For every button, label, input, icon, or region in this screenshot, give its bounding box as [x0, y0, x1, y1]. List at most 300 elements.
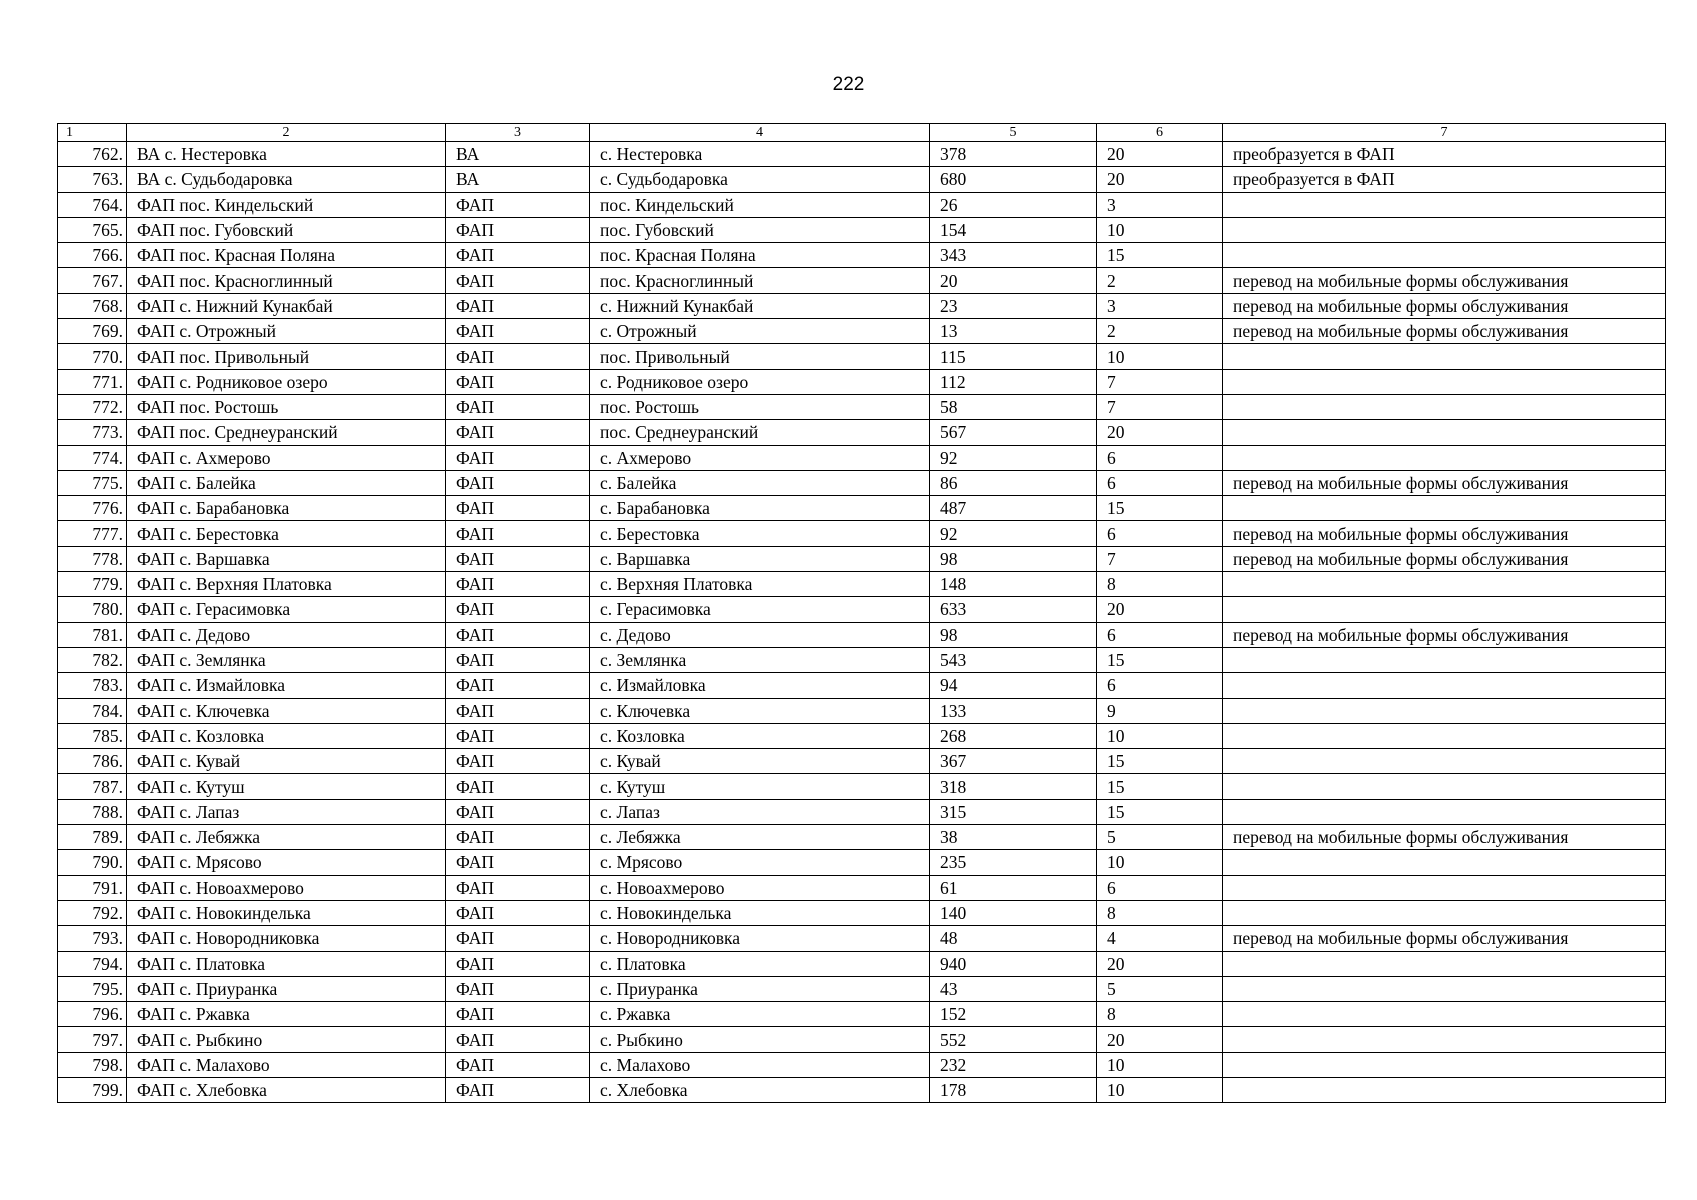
population-cell: 20 — [930, 268, 1097, 293]
facility-name-cell: ФАП с. Рыбкино — [127, 1027, 446, 1052]
row-number-cell: 779. — [58, 572, 127, 597]
facility-type-cell: ФАП — [446, 572, 590, 597]
facility-type-cell: ФАП — [446, 1077, 590, 1102]
population-cell: 487 — [930, 496, 1097, 521]
distance-cell: 15 — [1097, 496, 1223, 521]
row-number-cell: 767. — [58, 268, 127, 293]
note-cell: преобразуется в ФАП — [1223, 142, 1666, 167]
table-row — [58, 268, 1666, 293]
population-cell: 378 — [930, 142, 1097, 167]
settlement-cell: с. Отрожный — [590, 319, 930, 344]
distance-cell: 6 — [1097, 875, 1223, 900]
row-number-cell: 793. — [58, 926, 127, 951]
row-number-cell: 797. — [58, 1027, 127, 1052]
settlement-cell: пос. Красноглинный — [590, 268, 930, 293]
row-number-cell: 762. — [58, 142, 127, 167]
settlement-cell: пос. Ростошь — [590, 394, 930, 419]
table-body — [58, 142, 1666, 1103]
facility-name-cell: ФАП с. Хлебовка — [127, 1077, 446, 1102]
population-cell: 115 — [930, 344, 1097, 369]
note-cell: перевод на мобильные формы обслуживания — [1223, 268, 1666, 293]
distance-cell: 4 — [1097, 926, 1223, 951]
row-number-cell: 791. — [58, 875, 127, 900]
note-cell: перевод на мобильные формы обслуживания — [1223, 622, 1666, 647]
settlement-cell: с. Кувай — [590, 749, 930, 774]
facility-name-cell: ФАП с. Ключевка — [127, 698, 446, 723]
population-cell: 315 — [930, 799, 1097, 824]
table-row — [58, 774, 1666, 799]
settlement-cell: пос. Среднеуранский — [590, 420, 930, 445]
column-header: 7 — [1223, 124, 1666, 142]
facilities-table — [57, 123, 1666, 1103]
settlement-cell: пос. Киндельский — [590, 192, 930, 217]
facility-type-cell: ФАП — [446, 521, 590, 546]
settlement-cell: с. Новородниковка — [590, 926, 930, 951]
table-row — [58, 344, 1666, 369]
settlement-cell: с. Судьбодаровка — [590, 167, 930, 192]
note-cell — [1223, 749, 1666, 774]
facility-type-cell: ФАП — [446, 951, 590, 976]
note-cell — [1223, 799, 1666, 824]
facility-name-cell: ВА с. Судьбодаровка — [127, 167, 446, 192]
settlement-cell: с. Ключевка — [590, 698, 930, 723]
table-row — [58, 167, 1666, 192]
note-cell — [1223, 344, 1666, 369]
facility-name-cell: ФАП с. Варшавка — [127, 546, 446, 571]
distance-cell: 3 — [1097, 192, 1223, 217]
facility-type-cell: ФАП — [446, 723, 590, 748]
note-cell — [1223, 875, 1666, 900]
population-cell: 152 — [930, 1002, 1097, 1027]
row-number-cell: 772. — [58, 394, 127, 419]
population-cell: 567 — [930, 420, 1097, 445]
population-cell: 343 — [930, 243, 1097, 268]
distance-cell: 6 — [1097, 521, 1223, 546]
distance-cell: 15 — [1097, 799, 1223, 824]
row-number-cell: 789. — [58, 825, 127, 850]
population-cell: 235 — [930, 850, 1097, 875]
settlement-cell: с. Лебяжка — [590, 825, 930, 850]
note-cell: перевод на мобильные формы обслуживания — [1223, 470, 1666, 495]
note-cell — [1223, 1077, 1666, 1102]
table-row — [58, 546, 1666, 571]
facility-name-cell: ФАП пос. Среднеуранский — [127, 420, 446, 445]
facility-type-cell: ФАП — [446, 799, 590, 824]
table-row — [58, 293, 1666, 318]
facility-name-cell: ФАП с. Новокинделька — [127, 900, 446, 925]
facility-type-cell: ФАП — [446, 647, 590, 672]
note-cell — [1223, 976, 1666, 1001]
table-row — [58, 445, 1666, 470]
facility-type-cell: ФАП — [446, 597, 590, 622]
population-cell: 58 — [930, 394, 1097, 419]
distance-cell: 6 — [1097, 673, 1223, 698]
facility-name-cell: ФАП с. Лапаз — [127, 799, 446, 824]
note-cell — [1223, 1002, 1666, 1027]
facility-name-cell: ФАП с. Кутуш — [127, 774, 446, 799]
population-cell: 38 — [930, 825, 1097, 850]
row-number-cell: 769. — [58, 319, 127, 344]
facility-name-cell: ФАП с. Верхняя Платовка — [127, 572, 446, 597]
facility-name-cell: ФАП пос. Красная Поляна — [127, 243, 446, 268]
note-cell — [1223, 673, 1666, 698]
facility-type-cell: ФАП — [446, 268, 590, 293]
facility-type-cell: ФАП — [446, 774, 590, 799]
facility-name-cell: ФАП с. Ржавка — [127, 1002, 446, 1027]
note-cell — [1223, 647, 1666, 672]
row-number-cell: 786. — [58, 749, 127, 774]
facility-name-cell: ФАП с. Барабановка — [127, 496, 446, 521]
settlement-cell: с. Родниковое озеро — [590, 369, 930, 394]
settlement-cell: с. Кутуш — [590, 774, 930, 799]
facility-type-cell: ФАП — [446, 1052, 590, 1077]
distance-cell: 20 — [1097, 142, 1223, 167]
note-cell — [1223, 445, 1666, 470]
table-row — [58, 217, 1666, 242]
facility-name-cell: ФАП с. Мрясово — [127, 850, 446, 875]
distance-cell: 6 — [1097, 470, 1223, 495]
settlement-cell: с. Хлебовка — [590, 1077, 930, 1102]
population-cell: 268 — [930, 723, 1097, 748]
facility-name-cell: ФАП с. Приуранка — [127, 976, 446, 1001]
row-number-cell: 778. — [58, 546, 127, 571]
facility-type-cell: ФАП — [446, 470, 590, 495]
facility-type-cell: ФАП — [446, 420, 590, 445]
population-cell: 26 — [930, 192, 1097, 217]
population-cell: 680 — [930, 167, 1097, 192]
distance-cell: 2 — [1097, 319, 1223, 344]
population-cell: 552 — [930, 1027, 1097, 1052]
page-number: 222 — [832, 74, 865, 95]
table-row — [58, 622, 1666, 647]
facility-type-cell: ФАП — [446, 673, 590, 698]
distance-cell: 10 — [1097, 1052, 1223, 1077]
facility-type-cell: ФАП — [446, 976, 590, 1001]
row-number-cell: 775. — [58, 470, 127, 495]
population-cell: 94 — [930, 673, 1097, 698]
table-row — [58, 1002, 1666, 1027]
distance-cell: 6 — [1097, 445, 1223, 470]
distance-cell: 7 — [1097, 546, 1223, 571]
row-number-cell: 790. — [58, 850, 127, 875]
settlement-cell: с. Верхняя Платовка — [590, 572, 930, 597]
distance-cell: 20 — [1097, 951, 1223, 976]
note-cell — [1223, 774, 1666, 799]
row-number-cell: 788. — [58, 799, 127, 824]
settlement-cell: с. Рыбкино — [590, 1027, 930, 1052]
facility-type-cell: ФАП — [446, 344, 590, 369]
row-number-cell: 777. — [58, 521, 127, 546]
row-number-cell: 781. — [58, 622, 127, 647]
table-row — [58, 192, 1666, 217]
note-cell — [1223, 1027, 1666, 1052]
distance-cell: 7 — [1097, 394, 1223, 419]
settlement-cell: с. Ахмерово — [590, 445, 930, 470]
distance-cell: 10 — [1097, 723, 1223, 748]
row-number-cell: 765. — [58, 217, 127, 242]
note-cell — [1223, 698, 1666, 723]
facility-type-cell: ФАП — [446, 926, 590, 951]
note-cell — [1223, 1052, 1666, 1077]
table-row — [58, 369, 1666, 394]
distance-cell: 5 — [1097, 976, 1223, 1001]
row-number-cell: 766. — [58, 243, 127, 268]
population-cell: 178 — [930, 1077, 1097, 1102]
row-number-cell: 776. — [58, 496, 127, 521]
population-cell: 43 — [930, 976, 1097, 1001]
facility-type-cell: ФАП — [446, 622, 590, 647]
facility-name-cell: ФАП пос. Ростошь — [127, 394, 446, 419]
facility-type-cell: ФАП — [446, 496, 590, 521]
note-cell: перевод на мобильные формы обслуживания — [1223, 293, 1666, 318]
table-row — [58, 799, 1666, 824]
settlement-cell: с. Нестеровка — [590, 142, 930, 167]
table-row — [58, 673, 1666, 698]
row-number-cell: 773. — [58, 420, 127, 445]
facility-type-cell: ФАП — [446, 875, 590, 900]
facility-name-cell: ВА с. Нестеровка — [127, 142, 446, 167]
column-header: 6 — [1097, 124, 1223, 142]
facility-name-cell: ФАП с. Ахмерово — [127, 445, 446, 470]
settlement-cell: пос. Губовский — [590, 217, 930, 242]
distance-cell: 15 — [1097, 647, 1223, 672]
column-header: 1 — [58, 124, 127, 142]
distance-cell: 20 — [1097, 1027, 1223, 1052]
note-cell — [1223, 496, 1666, 521]
table-row — [58, 926, 1666, 951]
population-cell: 92 — [930, 445, 1097, 470]
facility-type-cell: ФАП — [446, 1002, 590, 1027]
row-number-cell: 796. — [58, 1002, 127, 1027]
population-cell: 86 — [930, 470, 1097, 495]
facility-name-cell: ФАП с. Козловка — [127, 723, 446, 748]
facility-type-cell: ВА — [446, 167, 590, 192]
table-row — [58, 319, 1666, 344]
population-cell: 154 — [930, 217, 1097, 242]
settlement-cell: с. Землянка — [590, 647, 930, 672]
distance-cell: 10 — [1097, 1077, 1223, 1102]
facility-name-cell: ФАП с. Отрожный — [127, 319, 446, 344]
row-number-cell: 784. — [58, 698, 127, 723]
population-cell: 61 — [930, 875, 1097, 900]
facility-name-cell: ФАП с. Землянка — [127, 647, 446, 672]
distance-cell: 3 — [1097, 293, 1223, 318]
population-cell: 133 — [930, 698, 1097, 723]
note-cell — [1223, 723, 1666, 748]
table-row — [58, 875, 1666, 900]
row-number-cell: 780. — [58, 597, 127, 622]
facility-type-cell: ФАП — [446, 698, 590, 723]
column-header: 5 — [930, 124, 1097, 142]
settlement-cell: с. Герасимовка — [590, 597, 930, 622]
row-number-cell: 774. — [58, 445, 127, 470]
facility-type-cell: ФАП — [446, 825, 590, 850]
table-row — [58, 597, 1666, 622]
row-number-cell: 798. — [58, 1052, 127, 1077]
settlement-cell: пос. Привольный — [590, 344, 930, 369]
distance-cell: 9 — [1097, 698, 1223, 723]
table-row — [58, 698, 1666, 723]
facility-type-cell: ФАП — [446, 445, 590, 470]
row-number-cell: 768. — [58, 293, 127, 318]
facility-name-cell: ФАП пос. Киндельский — [127, 192, 446, 217]
facility-name-cell: ФАП с. Малахово — [127, 1052, 446, 1077]
settlement-cell: с. Малахово — [590, 1052, 930, 1077]
facility-type-cell: ФАП — [446, 546, 590, 571]
note-cell: перевод на мобильные формы обслуживания — [1223, 546, 1666, 571]
table-row — [58, 1027, 1666, 1052]
note-cell — [1223, 572, 1666, 597]
facility-type-cell: ФАП — [446, 369, 590, 394]
facility-name-cell: ФАП с. Новоахмерово — [127, 875, 446, 900]
population-cell: 48 — [930, 926, 1097, 951]
facility-type-cell: ФАП — [446, 243, 590, 268]
settlement-cell: с. Берестовка — [590, 521, 930, 546]
facility-name-cell: ФАП с. Дедово — [127, 622, 446, 647]
table-row — [58, 900, 1666, 925]
population-cell: 633 — [930, 597, 1097, 622]
facility-name-cell: ФАП с. Герасимовка — [127, 597, 446, 622]
population-cell: 543 — [930, 647, 1097, 672]
distance-cell: 5 — [1097, 825, 1223, 850]
settlement-cell: с. Лапаз — [590, 799, 930, 824]
table-row — [58, 470, 1666, 495]
facility-name-cell: ФАП с. Новородниковка — [127, 926, 446, 951]
facility-type-cell: ФАП — [446, 749, 590, 774]
population-cell: 140 — [930, 900, 1097, 925]
facility-name-cell: ФАП с. Балейка — [127, 470, 446, 495]
population-cell: 232 — [930, 1052, 1097, 1077]
settlement-cell: с. Мрясово — [590, 850, 930, 875]
note-cell: преобразуется в ФАП — [1223, 167, 1666, 192]
column-header: 3 — [446, 124, 590, 142]
row-number-cell: 785. — [58, 723, 127, 748]
distance-cell: 20 — [1097, 420, 1223, 445]
facility-name-cell: ФАП пос. Губовский — [127, 217, 446, 242]
settlement-cell: с. Нижний Кунакбай — [590, 293, 930, 318]
facility-type-cell: ФАП — [446, 192, 590, 217]
table-row — [58, 951, 1666, 976]
note-cell — [1223, 951, 1666, 976]
row-number-cell: 794. — [58, 951, 127, 976]
settlement-cell: с. Дедово — [590, 622, 930, 647]
facility-name-cell: ФАП с. Берестовка — [127, 521, 446, 546]
population-cell: 148 — [930, 572, 1097, 597]
distance-cell: 8 — [1097, 900, 1223, 925]
table-row — [58, 850, 1666, 875]
row-number-cell: 799. — [58, 1077, 127, 1102]
distance-cell: 10 — [1097, 217, 1223, 242]
facility-type-cell: ФАП — [446, 850, 590, 875]
facility-name-cell: ФАП с. Платовка — [127, 951, 446, 976]
settlement-cell: с. Платовка — [590, 951, 930, 976]
facility-type-cell: ФАП — [446, 1027, 590, 1052]
row-number-cell: 770. — [58, 344, 127, 369]
facility-name-cell: ФАП с. Нижний Кунакбай — [127, 293, 446, 318]
distance-cell: 2 — [1097, 268, 1223, 293]
note-cell — [1223, 217, 1666, 242]
note-cell — [1223, 394, 1666, 419]
table-row — [58, 496, 1666, 521]
note-cell: перевод на мобильные формы обслуживания — [1223, 926, 1666, 951]
distance-cell: 10 — [1097, 344, 1223, 369]
note-cell — [1223, 420, 1666, 445]
facility-name-cell: ФАП с. Родниковое озеро — [127, 369, 446, 394]
settlement-cell: с. Балейка — [590, 470, 930, 495]
note-cell — [1223, 900, 1666, 925]
settlement-cell: с. Новокинделька — [590, 900, 930, 925]
distance-cell: 10 — [1097, 850, 1223, 875]
facility-type-cell: ФАП — [446, 900, 590, 925]
table-row — [58, 142, 1666, 167]
population-cell: 318 — [930, 774, 1097, 799]
note-cell: перевод на мобильные формы обслуживания — [1223, 319, 1666, 344]
note-cell — [1223, 243, 1666, 268]
table-row — [58, 243, 1666, 268]
table-row — [58, 825, 1666, 850]
facility-type-cell: ФАП — [446, 217, 590, 242]
settlement-cell: с. Новоахмерово — [590, 875, 930, 900]
settlement-cell: с. Приуранка — [590, 976, 930, 1001]
facility-name-cell: ФАП с. Лебяжка — [127, 825, 446, 850]
facility-name-cell: ФАП пос. Красноглинный — [127, 268, 446, 293]
table-row — [58, 1077, 1666, 1102]
note-cell — [1223, 850, 1666, 875]
column-header: 2 — [127, 124, 446, 142]
facility-type-cell: ФАП — [446, 293, 590, 318]
population-cell: 23 — [930, 293, 1097, 318]
table-row — [58, 572, 1666, 597]
settlement-cell: с. Ржавка — [590, 1002, 930, 1027]
row-number-cell: 783. — [58, 673, 127, 698]
distance-cell: 20 — [1097, 167, 1223, 192]
column-number-row — [58, 124, 1666, 142]
table-row — [58, 749, 1666, 774]
note-cell — [1223, 369, 1666, 394]
table-row — [58, 394, 1666, 419]
table-row — [58, 521, 1666, 546]
settlement-cell: с. Варшавка — [590, 546, 930, 571]
row-number-cell: 771. — [58, 369, 127, 394]
row-number-cell: 763. — [58, 167, 127, 192]
settlement-cell: с. Барабановка — [590, 496, 930, 521]
note-cell — [1223, 192, 1666, 217]
row-number-cell: 795. — [58, 976, 127, 1001]
settlement-cell: пос. Красная Поляна — [590, 243, 930, 268]
distance-cell: 15 — [1097, 243, 1223, 268]
facility-name-cell: ФАП с. Измайловка — [127, 673, 446, 698]
row-number-cell: 792. — [58, 900, 127, 925]
row-number-cell: 764. — [58, 192, 127, 217]
column-header: 4 — [590, 124, 930, 142]
distance-cell: 8 — [1097, 572, 1223, 597]
population-cell: 92 — [930, 521, 1097, 546]
distance-cell: 15 — [1097, 749, 1223, 774]
facility-name-cell: ФАП пос. Привольный — [127, 344, 446, 369]
population-cell: 367 — [930, 749, 1097, 774]
row-number-cell: 782. — [58, 647, 127, 672]
row-number-cell: 787. — [58, 774, 127, 799]
note-cell — [1223, 597, 1666, 622]
facility-type-cell: ФАП — [446, 394, 590, 419]
facility-name-cell: ФАП с. Кувай — [127, 749, 446, 774]
population-cell: 112 — [930, 369, 1097, 394]
table-row — [58, 420, 1666, 445]
facility-type-cell: ФАП — [446, 319, 590, 344]
population-cell: 98 — [930, 622, 1097, 647]
distance-cell: 7 — [1097, 369, 1223, 394]
population-cell: 13 — [930, 319, 1097, 344]
